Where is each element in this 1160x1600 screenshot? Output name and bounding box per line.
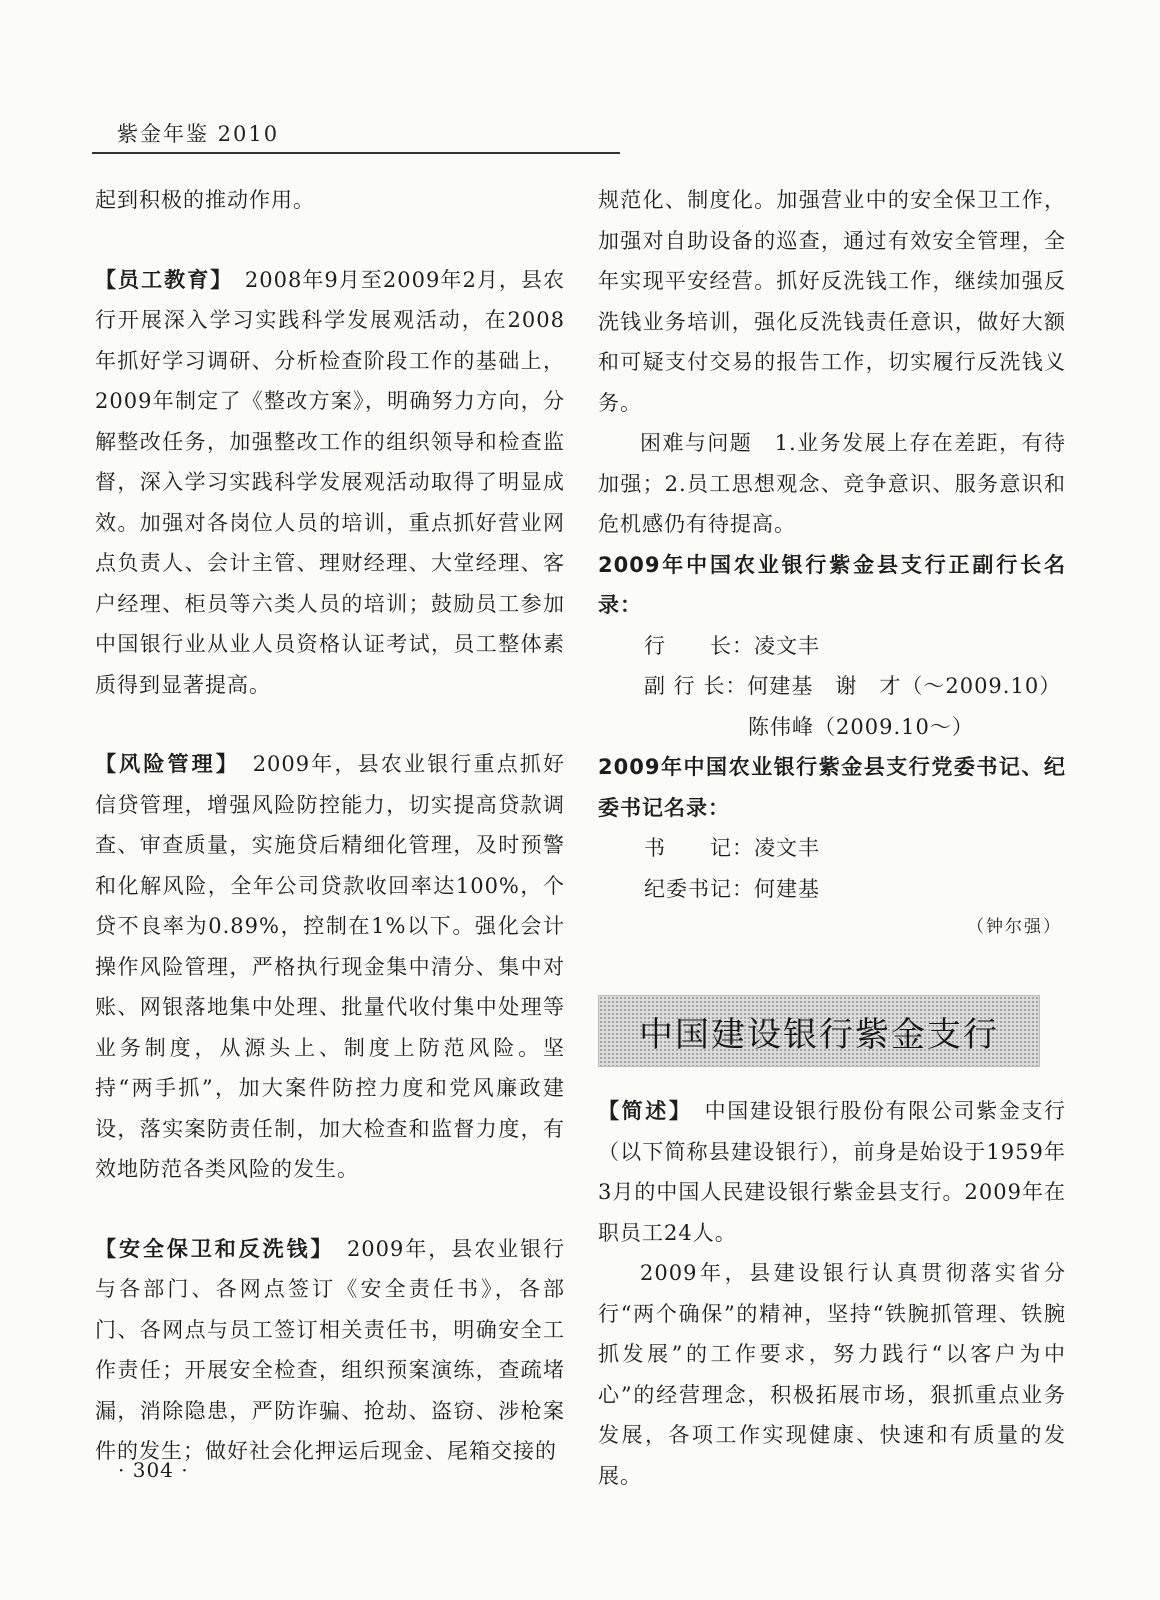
page-number: · 304 ·: [118, 1458, 189, 1482]
running-header-title: 紫金年鉴 2010: [117, 122, 280, 146]
ccb-work-paragraph: 2009年，县建设银行认真贯彻落实省分行“两个确保”的精神，坚持“铁腕抓管理、铁腕抓发展”的工作要求，努力践行“以客户为中心”的经营理念，积极拓展市场，狠抓重点业务发展，各项工作实现健康、快速和有质量的发展。: [598, 1261, 1066, 1488]
section-heading: 中国建设银行紫金支行: [639, 1014, 999, 1055]
right-continued-paragraph: 规范化、制度化。加强营业中的安全保卫工作，加强对自助设备的巡查，通过有效安全管理，全年实现平安经营。抓好反洗钱工作，继续加强反洗钱业务培训，强化反洗钱责任意识，做好大额和可疑支付交易的报告工作，切实履行反洗钱义务。: [598, 188, 1066, 415]
president-line: 行 长：凌文丰: [644, 633, 820, 658]
overview-body: 中国建设银行股份有限公司紫金支行（以下简称县建设银行），前身是始设于1959年3月的中国人民建设银行紫金县支行。2009年在职员工24人。: [598, 1099, 1066, 1245]
spacer: [95, 221, 565, 260]
spacer: [95, 1190, 565, 1229]
risk-management-tag: 【风险管理】: [95, 752, 230, 776]
president-list-title: 2009年中国农业银行紫金县支行正副行长名录：: [598, 552, 1066, 617]
secretary-list-title: 2009年中国农业银行紫金县支行党委书记、纪委书记名录：: [598, 755, 1066, 820]
vice-president-line: 副 行 长：何建基 谢 才（～2009.10）: [644, 674, 1062, 698]
vice-president-line-cont: 陈伟峰（2009.10～）: [748, 714, 974, 739]
right-column: [598, 180, 1066, 1496]
staff-education-body: 2008年9月至2009年2月，县农行开展深入学习实践科学发展观活动，在2008年抓好学习调研、分析检查阶段工作的基础上，2009年制定了《整改方案》，明确努力方向，分解整改任务，加强整改工作的组织领导和检查监督，深入学习实践科学发展观活动取得了明显成效。加强对各岗位人员的培训，重点抓好营业网点负责人、会计主管、理财经理、大堂经理、客户经理、柜员等六类人员的培训；鼓励员工参加中国银行业从业人员资格认证考试，员工整体素质得到显著提高。: [95, 267, 566, 697]
difficulties-lead: 困难与问题: [640, 431, 753, 455]
party-secretary-line: 书 记：凌文丰: [644, 836, 820, 860]
staff-education-tag: 【员工教育】: [95, 267, 223, 292]
difficulties-paragraph: [598, 423, 1066, 545]
left-column: [95, 180, 565, 1472]
staff-education-paragraph: [95, 260, 565, 706]
overview-paragraph: [598, 1091, 1066, 1253]
security-aml-paragraph: [95, 1229, 565, 1472]
discipline-secretary-line: 纪委书记：何建基: [644, 876, 820, 901]
security-aml-body: 2009年，县农业银行与各部门、各网点签订《安全责任书》，各部门、各网点与员工签订相关责任书，明确安全工作责任；开展安全检查，组织预案演练，查疏堵漏，消除隐患，严防诈骗、抢劫、盗窃、涉枪案件的发生；做好社会化押运后现金、尾箱交接的: [95, 1236, 566, 1463]
overview-tag: 【简述】: [598, 1099, 682, 1123]
security-aml-tag: 【安全保卫和反洗钱】: [95, 1236, 324, 1261]
risk-management-paragraph: [95, 744, 565, 1190]
left-continued-paragraph: 起到积极的推动作用。: [95, 188, 315, 212]
section-heading-box: [598, 995, 1040, 1067]
difficulties-body: 1.业务发展上存在差距，有待加强；2.员工思想观念、竞争意识、服务意识和危机感仍有待提高。: [598, 431, 1067, 536]
risk-management-body: 2009年，县农业银行重点抓好信贷管理，增强风险防控能力，切实提高贷款调查、审查质量，实施贷后精细化管理，及时预警和化解风险，全年公司贷款收回率达100%，个贷不良率为0.89%，控制在1%以下。强化会计操作风险管理，严格执行现金集中清分、集中对账、网银落地集中处理、批量代收付集中处理等业务制度，从源头上、制度上防范风险。坚持“两手抓”，加大案件防控力度和党风廉政建设，落实案防责任制，加大检查和监督力度，有效地防范各类风险的发生。: [95, 752, 565, 1181]
author-credit: （钟尔强）: [967, 917, 1062, 937]
header-rule: [92, 152, 620, 154]
spacer: [95, 705, 565, 744]
